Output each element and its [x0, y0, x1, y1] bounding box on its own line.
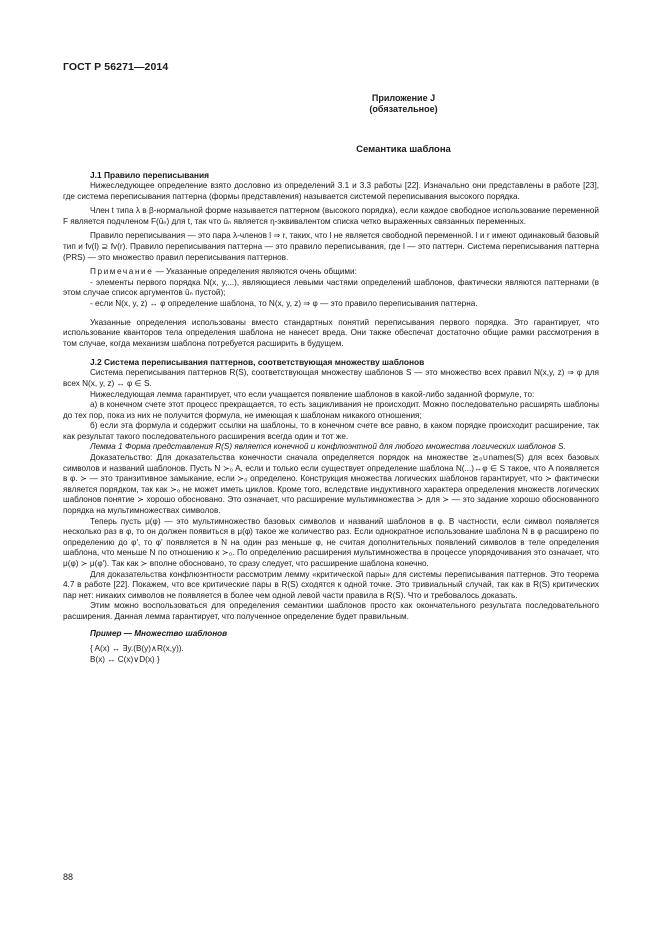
lemma: Лемма 1 Форма представления R(S) является конечной и конфлюэнтной для любого множества логических шаблонов S.	[90, 442, 566, 452]
paragraph: Правило переписывания — это пара λ-членов l ⇒ r, таких, что l не является свободной переменной. l и r имеют одинаковый базовый тип и fv(l) ⊇ fv(r). Правило переписывания паттерна — это правило переписывания, где l — это паттерн. Система переписывания паттерна (PRS) — это множество правил переписывания паттернов.	[63, 231, 599, 262]
paragraph: Указанные определения использованы вместо стандартных понятий переписывания первого порядка. Это гарантирует, что использование кванторов тела определения шаблона не нанесет вреда. Они также обеспечат достаточно общие рамки рассмотрения в том случае, когда механизм шаблона потребуется расширить в будущем.	[63, 317, 599, 348]
proof: Доказательство: Для доказательства конечности сначала определяется порядок на множестве ⪰₀∪names(S) для всех базовых символов и названий шаблонов. Пусть N ≻₀ A, если и только если существует определение шаблона N(...)↔φ ∈ S такое, что A появляется в φ. ≻ — это транзитивное замыкание, если ≻₀ определено. Конструкция множества логических шаблонов гарантирует, что ≻ фактически является порядком, так как ≻₀ не может иметь циклов. Кроме того, вследствие индуктивного характера определения множеств логических шаблонов понятие ≻ хорошо обосновано. Это означает, что расширение мультимножества ≻ для ≻ — это задание хорошо обоснованного порядка на мультимножествах символов.	[63, 453, 599, 516]
section-title: Семантика шаблона	[356, 144, 451, 155]
note-item: - элементы первого порядка N(x, y,...), являющиеся левыми частями определений шаблонов, фактически являются паттернами (в этом случае список аргументов ūₙ пустой);	[63, 277, 599, 298]
paragraph: Член t типа λ в β-нормальной форме называется паттерном (высокого порядка), если каждое свободное использование переменной F является подчленом F(ūₙ) для t, так что ūₙ является η-эквивалентом списка четко выраженных связанных переменных.	[63, 206, 599, 226]
note-paragraph	[63, 267, 599, 278]
paragraph: Нижеследующая лемма гарантирует, что если учащается появление шаблонов в какой-либо заданной формуле, то:	[90, 389, 535, 399]
note-label: Примечание	[90, 267, 154, 277]
formula-line: { A(x) ↔ ∃y.(B(y)∧R(x,y)).	[90, 644, 184, 654]
paragraph: Система переписывания паттернов R(S), соответствующая множеству шаблонов S — это множество всех правил N(x,y, z) ⇒ φ для всех N(x, y, z) ↔ φ ∈ S.	[63, 368, 599, 388]
standard-header: ГОСТ Р 56271—2014	[63, 61, 169, 73]
paragraph: Теперь пусть μ(φ) — это мультимножество базовых символов и названий шаблонов в φ. В частности, если символ появляется несколько раз в φ, то он должен появиться в μ(φ) такое же количество раз. Если однократное использование шаблона N в φ расширено по определению до φ′, то φ′ появляется в N на один раз меньше φ, не считая дополнительных появлений символов в теле определения шаблона, что меньше N по отношению к ≻₀. По определению расширения мультимножества в процессе упорядочивания это означает, что μ(φ) ≻ μ(φ′). Так как ≻ вполне обосновано, то сразу следует, что расширение шаблона конечно.	[63, 516, 599, 568]
appendix-status: (обязательное)	[369, 104, 438, 114]
note-item: - если N(x, y, z) ↔ φ определение шаблона, то N(x, y, z) ⇒ φ — это правило переписывания паттерна.	[90, 298, 478, 308]
list-item: б) если эта формула и содержит ссылки на шаблоны, то в конечном счете все равно, в каком порядке происходит расширение, так как результат такого последовательного расширения всегда один и тот же.	[63, 421, 599, 441]
subsection-heading-j1: J.1 Правило переписывания	[90, 170, 210, 180]
paragraph: Нижеследующее определение взято дословно из определений 3.1 и 3.3 работы [22]. Изначально они представлены в работе [23], где система переписывания паттерна (формы представления) называется системой переписывания высокого порядка.	[63, 181, 599, 201]
formula-line: B(x) ↔ C(x)∨D(x) }	[90, 655, 160, 665]
example-heading: Пример — Множество шаблонов	[90, 628, 228, 638]
page-number: 88	[63, 872, 74, 882]
document-body	[63, 170, 599, 665]
list-item: а) в конечном счете этот процесс прекращается, то есть зацикливания не происходит. Можно последовательно расширять шаблоны до тех пор, пока из них не получится формула, не имеющая к шаблонам никакого отношения;	[63, 400, 599, 420]
appendix-title: Приложение J	[371, 93, 436, 103]
note-text: — Указанные определения являются очень общими:	[153, 267, 357, 277]
paragraph: Этим можно воспользоваться для определения семантики шаблонов просто как окончательного результата последовательного расширения. Данная лемма гарантирует, что полученное определение будет правильным.	[63, 601, 599, 621]
subsection-heading-j2: J.2 Система переписывания паттернов, соответствующая множеству шаблонов	[90, 357, 425, 368]
paragraph: Для доказательства конфлюэнтности рассмотрим лемму «критической пары» для системы переписывания паттернов. Это теорема 4.7 в работе [22]. Покажем, что все критические пары в R(S) сходятся к одной точке. Это тривиальный случай, так как в R(S) критических пар нет: никаких символов не появляется в более чем одной левой части правила в R(S). Что и требовалось доказать.	[63, 569, 599, 600]
